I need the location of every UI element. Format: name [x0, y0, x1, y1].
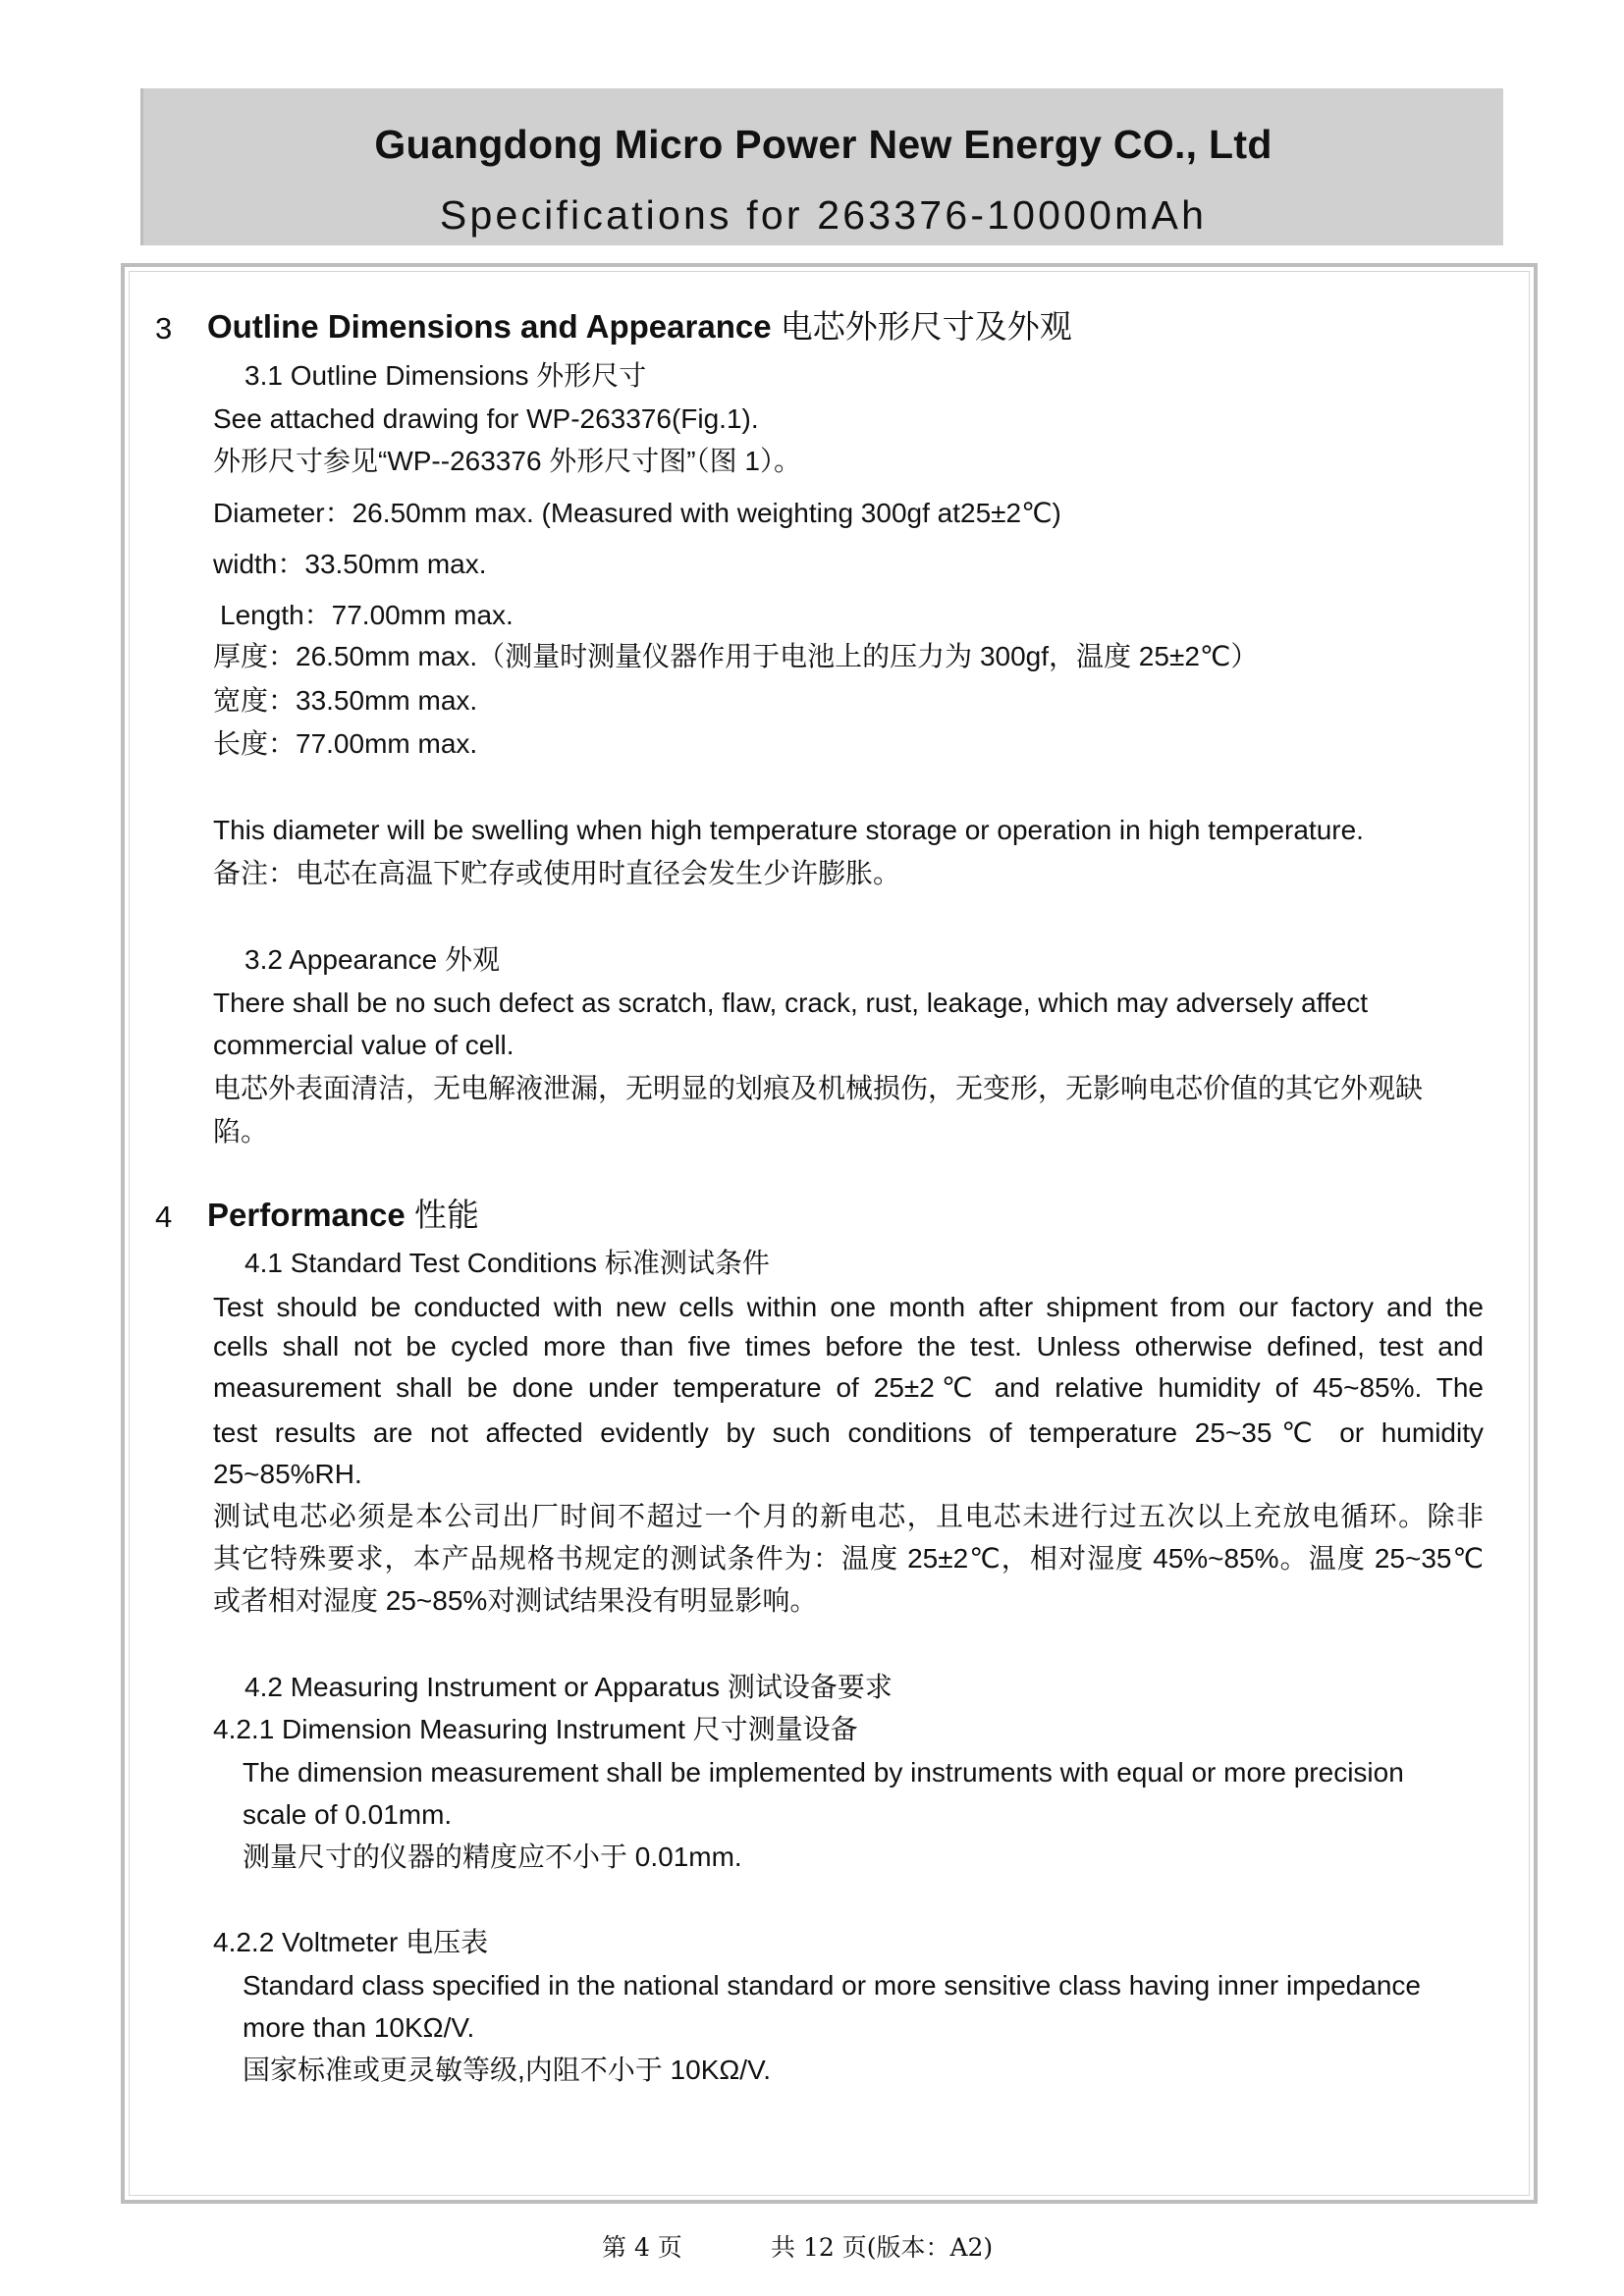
test-conditions-line-cn: 测试电芯必须是本公司出厂时间不超过一个月的新电芯，且电芯未进行过五次以上充放电循环。除非	[213, 1501, 1484, 1531]
test-conditions-line: 25~85%RH.	[213, 1459, 362, 1489]
test-conditions-line-cn: 或者相对湿度 25~85%对测试结果没有明显影响。	[213, 1585, 818, 1616]
page-number: 第 4 页	[602, 2233, 682, 2262]
appearance-line: commercial value of cell.	[213, 1030, 514, 1060]
section-3-title: Outline Dimensions and Appearance 电芯外形尺寸及外观	[207, 308, 1072, 345]
appearance-line-cn: 电芯外表面清洁，无电解液泄漏，无明显的划痕及机械损伤，无变形，无影响电芯价值的其它外观缺	[213, 1073, 1424, 1103]
length-spec-cn: 长度：77.00mm max.	[213, 728, 478, 759]
voltmeter-line: more than 10KΩ/V.	[243, 2012, 475, 2043]
document-header	[140, 88, 1503, 245]
section-4-2-2-heading: 4.2.2 Voltmeter 电压表	[213, 1927, 489, 1957]
spec-title: Specifications for 263376-10000mAh	[439, 192, 1208, 238]
section-3-1-heading: 3.1 Outline Dimensions 外形尺寸	[244, 360, 647, 391]
swelling-note-cn: 备注：电芯在高温下贮存或使用时直径会发生少许膨胀。	[213, 858, 901, 888]
width-spec: width：33.50mm max.	[213, 549, 487, 579]
dimension-instrument-line: scale of 0.01mm.	[243, 1799, 453, 1830]
section-3-1-line: See attached drawing for WP-263376(Fig.1).	[213, 403, 759, 434]
length-spec: Length：77.00mm max.	[220, 600, 514, 630]
company-name: Guangdong Micro Power New Energy CO., Ltd	[374, 122, 1272, 167]
test-conditions-line: Test should be conducted with new cells within one month after shipment from our factory and the	[213, 1292, 1484, 1322]
section-4-2-1-heading: 4.2.1 Dimension Measuring Instrument 尺寸测量设备	[213, 1714, 858, 1744]
dimension-instrument-line-cn: 测量尺寸的仪器的精度应不小于 0.01mm.	[243, 1842, 742, 1872]
test-conditions-line: test results are not affected evidently by such conditions of temperature 25~35℃ or humidity	[213, 1417, 1484, 1448]
section-4-title: Performance 性能	[207, 1197, 479, 1233]
section-4-1-heading: 4.1 Standard Test Conditions 标准测试条件	[244, 1248, 770, 1278]
diameter-spec: Diameter：26.50mm max. (Measured with weighting 300gf at25±2℃)	[213, 498, 1061, 528]
swelling-note: This diameter will be swelling when high temperature storage or operation in high temperature.	[213, 815, 1364, 845]
test-conditions-line-cn: 其它特殊要求，本产品规格书规定的测试条件为：温度 25±2℃，相对湿度 45%~85%。温度 25~35℃	[213, 1543, 1484, 1574]
section-3-number: 3	[155, 311, 173, 346]
appearance-line-cn: 陷。	[213, 1116, 269, 1147]
section-4-2-heading: 4.2 Measuring Instrument or Apparatus 测试设备要求	[244, 1672, 893, 1702]
dimension-instrument-line: The dimension measurement shall be implemented by instruments with equal or more precision	[243, 1757, 1404, 1788]
voltmeter-line-cn: 国家标准或更灵敏等级,内阻不小于 10KΩ/V.	[243, 2055, 771, 2085]
section-4-number: 4	[155, 1200, 173, 1234]
section-3-2-heading: 3.2 Appearance 外观	[244, 944, 500, 975]
section-3-1-line: 外形尺寸参见“WP--263376 外形尺寸图”（图 1）。	[213, 446, 801, 476]
test-conditions-line: cells shall not be cycled more than five times before the test. Unless otherwise defined, test and	[213, 1331, 1484, 1362]
page-total: 共 12 页(版本：A2)	[771, 2233, 994, 2262]
thickness-spec-cn: 厚度：26.50mm max.（测量时测量仪器作用于电池上的压力为 300gf，温度 25±2℃）	[213, 641, 1259, 671]
test-conditions-line: measurement shall be done under temperature of 25±2℃ and relative humidity of 45~85%. The	[213, 1372, 1484, 1403]
voltmeter-line: Standard class specified in the national standard or more sensitive class having inner impedance	[243, 1970, 1422, 2001]
width-spec-cn: 宽度：33.50mm max.	[213, 685, 478, 716]
appearance-line: There shall be no such defect as scratch, flaw, crack, rust, leakage, which may adversely affect	[213, 988, 1369, 1018]
